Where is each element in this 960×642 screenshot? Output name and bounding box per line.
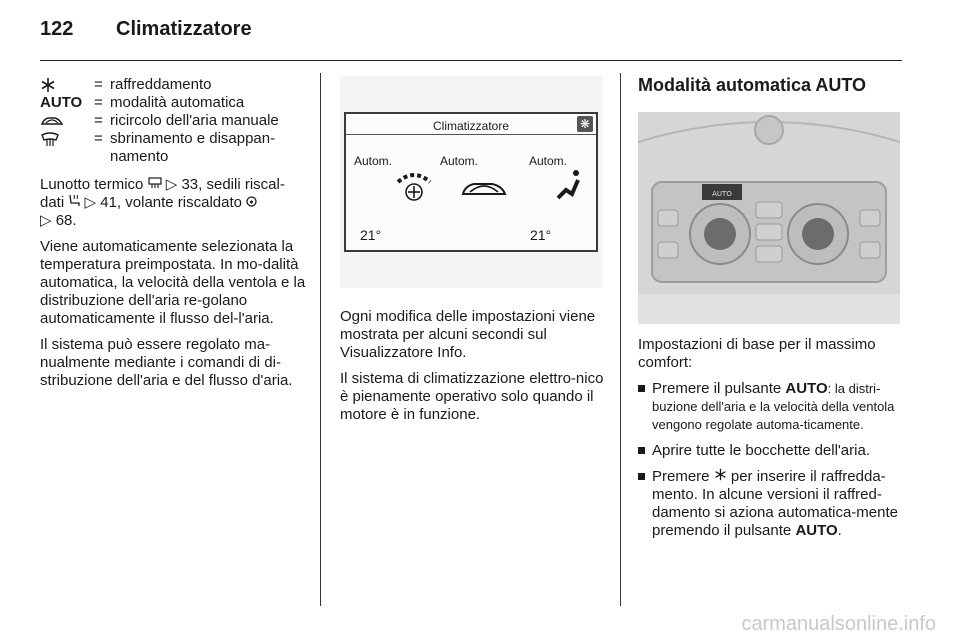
air-distribution-icon [554,168,584,204]
legend-desc-line2: namento [110,148,169,165]
text: Aprire tutte le bocchette dell'aria. [652,442,870,459]
text: 68. [55,212,77,229]
info-display-figure [340,76,603,288]
display-title: Climatizzatore [432,119,510,133]
text: dati [40,194,65,211]
legend-desc [110,130,306,166]
legend-desc: ricircolo dell'aria manuale [110,112,279,129]
column-divider-1 [320,73,321,606]
snowflake-icon [40,76,94,94]
heated-seat-icon [68,194,80,211]
list-item [638,468,906,540]
display-separator [346,134,596,135]
page-title: Climatizzatore [116,18,252,40]
auto-key: AUTO [795,522,838,539]
page-ref-icon: ▷ [84,194,97,211]
legend-desc-line1: sbrinamento e disappan- [110,130,276,147]
text: : la distri-buzione dell'aria e la velocità della ventola vengono regolate automa-ticamente. [652,381,895,432]
car-recirculation-icon [40,112,94,130]
control-panel-photo [638,112,900,324]
legend-row-recirculation [40,112,306,130]
page-ref-icon: ▷ [165,176,178,193]
info-display [344,112,598,252]
text: Premere [652,468,710,485]
text: 41, volante riscaldato [100,194,243,211]
legend-equals: = [94,76,103,93]
legend-row-auto [40,94,306,112]
fan-speed-icon [394,168,434,204]
manual-description: Il sistema può essere regolato ma-nualmente mediante i comandi di di-stribuzione dell'aria e del flusso d'aria. [40,336,293,389]
legend-equals: = [94,130,103,147]
list-item [638,380,906,434]
text: per inserire il raffredda-mento. In alcune versioni il raffred-damento si aziona automatica-mente premendo il pulsante [652,468,898,539]
list-item [638,442,906,460]
auto-label-distribution: Autom. [529,154,568,168]
temp-right: 21° [530,227,552,243]
car-recirculation-icon [460,178,508,200]
page-ref-icon: ▷ [40,212,52,229]
snowflake-icon: ❋ [577,116,593,132]
intro-text: Impostazioni di base per il massimo comfort: [638,336,876,371]
display-note: Ogni modifica delle impostazioni viene mostrata per alcuni secondi sul Visualizzatore Info. [340,308,596,361]
system-note: Il sistema di climatizzazione elettro-nico è pienamente operativo solo quando il motore è in funzione. [340,370,604,423]
text: . [837,522,842,539]
text: 33, sedili riscal- [181,176,285,193]
snowflake-icon [714,468,727,485]
legend-desc: raffreddamento [110,76,212,93]
legend-equals: = [94,112,103,129]
instruction-list [638,380,906,540]
auto-label-recirc: Autom. [440,154,479,168]
temp-left: 21° [360,227,382,243]
legend-equals: = [94,94,103,111]
legend-row-defrost [40,130,306,166]
page-header [40,18,252,52]
windscreen-defrost-icon [40,130,94,148]
page-number: 122 [40,18,74,40]
auto-label-fan: Autom. [354,154,393,168]
legend-row-cooling [40,76,306,94]
heated-wheel-icon [246,194,257,211]
text: Lunotto termico [40,176,144,193]
photo-auto-label: AUTO [712,190,732,198]
header-divider [40,60,902,61]
watermark: carmanualsonline.info [741,613,936,635]
column-left [40,76,306,398]
rear-window-heat-icon [148,176,162,193]
column-divider-2 [620,73,621,606]
heating-references [40,176,306,230]
auto-key: AUTO [785,380,828,397]
auto-description: Viene automaticamente selezionata la temperatura preimpostata. In mo-dalità automatica, la velocità della ventola e la distribuzione dell'aria re-golano automaticamente il flusso del-l'aria. [40,238,306,327]
column-right [638,76,906,548]
legend-desc: modalità automatica [110,94,245,111]
text: Premere il pulsante [652,380,782,397]
auto-symbol: AUTO [40,94,83,111]
column-middle [340,76,606,432]
section-heading: Modalità automatica AUTO [638,75,867,95]
